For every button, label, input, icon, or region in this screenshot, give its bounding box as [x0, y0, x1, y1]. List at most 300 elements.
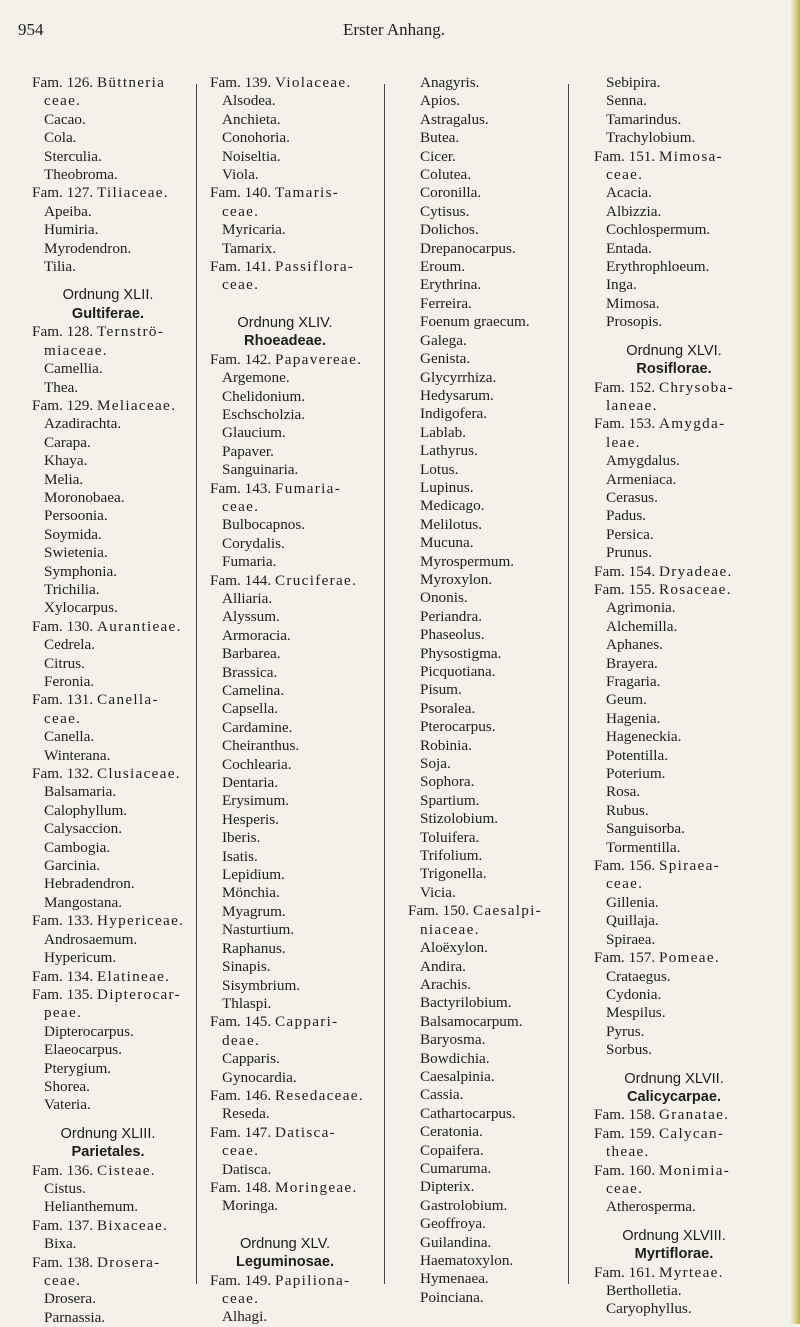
genus-entry: Cassia.	[420, 1086, 464, 1104]
family-name: Büttneria	[96, 74, 166, 91]
genus-entry: Atherosperma.	[606, 1198, 696, 1216]
genus-entry: Helianthemum.	[44, 1198, 139, 1216]
order-heading: Ordnung XLIV.	[237, 314, 333, 331]
order-name: Myrtiflorae.	[634, 1246, 714, 1263]
genus-entry: Glaucium.	[222, 424, 286, 442]
genus-entry: Rosa.	[606, 783, 641, 801]
genus-entry: Aphanes.	[606, 636, 663, 654]
family-name: Elatineae.	[96, 967, 171, 985]
genus-entry: Cumaruma.	[420, 1159, 492, 1177]
genus-entry: Mönchia.	[222, 884, 280, 902]
genus-entry: Brassica.	[222, 663, 278, 681]
genus-entry: Erythrina.	[420, 276, 482, 294]
genus-entry: Pyrus.	[606, 1022, 645, 1040]
page-number: 954	[18, 20, 44, 39]
genus-entry: Eschscholzia.	[222, 405, 306, 423]
genus-entry: Astragalus.	[420, 110, 489, 128]
genus-entry: Potentilla.	[606, 746, 669, 764]
genus-entry: Symphonia.	[44, 562, 117, 580]
order-heading: Ordnung XLVII.	[624, 1070, 724, 1087]
genus-entry: Persoonia.	[44, 507, 108, 525]
genus-entry: Agrimonia.	[606, 599, 676, 617]
genus-entry: Citrus.	[44, 654, 85, 672]
genus-entry: Toluifera.	[420, 828, 480, 846]
genus-entry: Moringa.	[222, 1197, 279, 1215]
family-name: Amygda-	[658, 415, 726, 433]
genus-entry: Winterana.	[44, 746, 111, 764]
genus-entry: Inga.	[606, 276, 637, 294]
family-heading	[32, 1162, 184, 1180]
genus-entry: Hebradendron.	[44, 875, 135, 893]
genus-entry: Colutea.	[420, 166, 472, 184]
genus-entry: Raphanus.	[222, 939, 286, 957]
genus-entry: Cerasus.	[606, 488, 658, 506]
genus-entry: Drosera.	[44, 1290, 96, 1308]
genus-entry: Physostigma.	[420, 644, 502, 662]
family-number: Fam. 149.	[210, 1271, 275, 1289]
genus-entry: Gynocardia.	[222, 1068, 297, 1086]
page-edge	[790, 0, 800, 1324]
genus-entry: Geoffroya.	[420, 1215, 486, 1233]
genus-entry: Armoracia.	[222, 626, 291, 644]
genus-entry: Indigofera.	[420, 405, 488, 423]
family-heading	[32, 691, 184, 709]
genus-entry: Noiseltia.	[222, 147, 281, 165]
genus-entry: Hypericum.	[44, 949, 117, 967]
genus-entry: Dolichos.	[420, 221, 479, 239]
genus-entry: Eroum.	[420, 258, 466, 276]
genus-entry: Caryophyllus.	[606, 1300, 692, 1318]
genus-entry: Cochlospermum.	[606, 221, 711, 239]
family-heading	[594, 1162, 754, 1180]
genus-entry: Cochlearia.	[222, 755, 292, 773]
genus-entry: Erysimum.	[222, 792, 290, 810]
genus-entry: Pterygium.	[44, 1059, 112, 1077]
family-heading	[32, 765, 184, 783]
genus-entry: Calysaccion.	[44, 820, 123, 838]
family-number: Fam. 152.	[594, 378, 659, 396]
genus-entry: Copaifera.	[420, 1141, 484, 1159]
order-name: Rhoeadeae.	[244, 333, 326, 350]
genus-entry: Argemone.	[222, 369, 290, 387]
genus-entry: Myrodendron.	[44, 239, 132, 257]
genus-entry: Senna.	[606, 92, 647, 110]
family-name-continuation: ceae.	[222, 1290, 260, 1307]
genus-entry: Soja.	[420, 755, 451, 773]
genus-entry: Acacia.	[606, 184, 652, 202]
family-name: Monimia-	[658, 1161, 731, 1179]
genus-entry: Vicia.	[420, 883, 456, 901]
column-rule	[196, 84, 197, 1284]
family-number: Fam. 132.	[32, 765, 97, 783]
family-number: Fam. 147.	[210, 1123, 275, 1141]
genus-entry: Trifolium.	[420, 847, 483, 865]
genus-entry: Hageneckia.	[606, 728, 682, 746]
genus-entry: Azadirachta.	[44, 415, 122, 433]
family-heading	[408, 902, 554, 920]
genus-entry: Fumaria.	[222, 553, 277, 571]
family-heading	[210, 480, 360, 498]
family-name: Ternströ-	[96, 323, 165, 341]
genus-entry: Coronilla.	[420, 184, 482, 202]
family-number: Fam. 151.	[594, 147, 659, 165]
order-name: Rosiflorae.	[636, 361, 712, 378]
family-number: Fam. 142.	[210, 350, 275, 368]
genus-entry: Foenum graecum.	[420, 313, 530, 331]
family-name: Resedaceae.	[274, 1086, 364, 1104]
family-number: Fam. 137.	[32, 1216, 97, 1234]
genus-entry: Phaseolus.	[420, 626, 485, 644]
genus-entry: Garcinia.	[44, 857, 101, 875]
genus-entry: Trichilia.	[44, 580, 100, 598]
genus-entry: Humiria.	[44, 221, 99, 239]
genus-entry: Cathartocarpus.	[420, 1104, 516, 1122]
genus-entry: Mucuna.	[420, 534, 474, 552]
genus-entry: Galega.	[420, 331, 467, 349]
genus-entry: Poterium.	[606, 765, 666, 783]
family-name-continuation: theae.	[606, 1143, 650, 1161]
genus-entry: Lotus.	[420, 460, 459, 478]
family-number: Fam. 145.	[210, 1013, 275, 1031]
genus-entry: Drepanocarpus.	[420, 239, 516, 257]
genus-entry: Baryosma.	[420, 1031, 486, 1049]
genus-entry: Cola.	[44, 129, 77, 147]
family-name-continuation: ceae.	[606, 166, 644, 184]
genus-entry: Carapa.	[44, 433, 91, 451]
genus-entry: Gastrolobium.	[420, 1196, 508, 1214]
family-name: Dryadeae.	[658, 562, 733, 580]
genus-entry: Vateria.	[44, 1096, 91, 1114]
family-heading	[594, 148, 754, 166]
family-heading	[210, 572, 360, 590]
genus-entry: Sebipira.	[606, 74, 661, 91]
family-number: Fam. 128.	[32, 323, 97, 341]
family-number: Fam. 140.	[210, 184, 275, 202]
genus-entry: Mespilus.	[606, 1004, 666, 1022]
genus-entry: Cheiranthus.	[222, 737, 300, 755]
genus-entry: Camelina.	[222, 682, 284, 699]
family-heading	[32, 1254, 184, 1272]
genus-entry: Cacao.	[44, 110, 86, 128]
genus-entry: Haematoxylon.	[420, 1252, 514, 1269]
genus-entry: Theobroma.	[44, 166, 118, 184]
genus-entry: Bertholletia.	[606, 1282, 682, 1299]
genus-entry: Sanguinaria.	[222, 461, 299, 479]
genus-entry: Myricaria.	[222, 221, 286, 239]
genus-entry: Myrospermum.	[420, 552, 515, 570]
genus-entry: Amygdalus.	[606, 452, 680, 470]
genus-entry: Tormentilla.	[606, 838, 681, 856]
genus-entry: Lathyrus.	[420, 442, 478, 460]
genus-entry: Reseda.	[222, 1105, 270, 1123]
genus-entry: Thlaspi.	[222, 994, 272, 1012]
family-heading	[594, 949, 754, 967]
genus-entry: Butea.	[420, 129, 460, 147]
family-name: Papavereae.	[274, 350, 363, 368]
family-number: Fam. 135.	[32, 985, 97, 1003]
family-number: Fam. 156.	[594, 857, 659, 875]
genus-entry: Brayera.	[606, 654, 658, 672]
family-name: Rosaceae.	[658, 580, 732, 598]
genus-entry: Tamarix.	[222, 239, 277, 257]
family-number: Fam. 148.	[210, 1178, 275, 1196]
family-heading	[32, 986, 184, 1004]
genus-entry: Andira.	[420, 957, 466, 975]
column-rule	[568, 84, 569, 1284]
family-name: Myrteae.	[658, 1263, 724, 1281]
family-name-continuation: ceae.	[606, 875, 644, 893]
order-name: Leguminosae.	[235, 1254, 335, 1271]
genus-entry: Khaya.	[44, 452, 88, 470]
family-number: Fam. 141.	[210, 258, 275, 276]
family-number: Fam. 143.	[210, 479, 275, 497]
family-heading	[210, 350, 363, 369]
genus-entry: Trigonella.	[420, 865, 487, 883]
genus-entry: Alliaria.	[222, 589, 273, 607]
genus-entry: Calophyllum.	[44, 801, 128, 819]
genus-entry: Albizzia.	[606, 202, 662, 220]
genus-entry: Prosopis.	[606, 313, 663, 331]
genus-entry: Chelidonium.	[222, 387, 306, 405]
genus-entry: Robinia.	[420, 736, 472, 754]
family-name: Chrysoba-	[658, 378, 734, 396]
genus-entry: Balsamocarpum.	[420, 1012, 523, 1030]
genus-entry: Spartium.	[420, 791, 480, 809]
genus-entry: Cedrela.	[44, 636, 96, 654]
genus-entry: Cicer.	[420, 147, 456, 165]
family-number: Fam. 159.	[594, 1124, 659, 1142]
family-name-continuation: deae.	[222, 1031, 261, 1049]
genus-entry: Melia.	[44, 470, 84, 488]
family-name: Cruciferae.	[274, 571, 358, 589]
family-name: Cappari-	[274, 1013, 339, 1031]
order-name: Parietales.	[71, 1144, 145, 1161]
family-heading	[594, 1264, 754, 1282]
family-name: Cisteae.	[96, 1161, 156, 1179]
spacer	[210, 295, 360, 304]
genus-entry: Thea.	[44, 378, 79, 396]
genus-entry: Prunus.	[606, 544, 652, 562]
genus-entry: Tilia.	[44, 258, 76, 276]
genus-entry: Alhagi.	[222, 1308, 268, 1326]
genus-entry: Entada.	[606, 239, 652, 257]
genus-entry: Soymida.	[44, 525, 102, 543]
family-number: Fam. 136.	[32, 1161, 97, 1179]
family-name-continuation: peae.	[44, 1004, 83, 1022]
family-heading	[210, 74, 360, 92]
genus-entry: Stizolobium.	[420, 810, 499, 828]
family-number: Fam. 129.	[32, 396, 97, 414]
genus-entry: Glycyrrhiza.	[420, 368, 497, 386]
family-name: Bixaceae.	[96, 1216, 169, 1234]
genus-entry: Lupinus.	[420, 478, 474, 496]
column-rule	[384, 84, 385, 1284]
family-name: Meliaceae.	[96, 396, 177, 414]
family-number: Fam. 157.	[594, 949, 659, 967]
family-name: Aurantieae.	[96, 617, 182, 635]
genus-entry: Quillaja.	[606, 912, 659, 930]
page-header	[18, 20, 770, 46]
genus-entry: Cistus.	[44, 1179, 86, 1197]
genus-entry: Capparis.	[222, 1050, 280, 1068]
genus-entry: Spiraea.	[606, 930, 656, 948]
genus-entry: Pterocarpus.	[420, 718, 496, 736]
genus-entry: Geum.	[606, 691, 647, 709]
family-heading	[210, 1179, 360, 1197]
order-heading: Ordnung XLII.	[62, 287, 154, 304]
family-number: Fam. 144.	[210, 571, 275, 589]
genus-entry: Persica.	[606, 525, 654, 543]
order-heading: Ordnung XLVI.	[626, 342, 722, 359]
family-heading	[594, 1125, 754, 1143]
genus-entry: Nasturtium.	[222, 921, 295, 939]
genus-entry: Caesalpinia.	[420, 1067, 495, 1085]
genus-entry: Anchieta.	[222, 110, 281, 128]
genus-entry: Barbarea.	[222, 645, 281, 663]
family-heading	[594, 581, 754, 599]
family-number: Fam. 150.	[408, 902, 473, 920]
genus-entry: Sisymbrium.	[222, 976, 301, 994]
genus-entry: Dipterocarpus.	[44, 1022, 134, 1040]
family-name-continuation: laneae.	[606, 396, 658, 414]
family-number: Fam. 138.	[32, 1253, 97, 1271]
genus-entry: Rubus.	[606, 801, 649, 819]
genus-entry: Dipterix.	[420, 1178, 475, 1196]
genus-entry: Sanguisorba.	[606, 820, 685, 838]
family-name-continuation: miaceae.	[44, 341, 108, 359]
family-name: Moringeae.	[274, 1178, 358, 1196]
spacer	[210, 1216, 360, 1225]
family-name: Passiflora-	[274, 258, 355, 276]
genus-entry: Picquotiana.	[420, 663, 496, 680]
genus-entry: Lablab.	[420, 423, 466, 441]
genus-entry: Myroxylon.	[420, 570, 493, 588]
family-heading	[594, 563, 754, 581]
family-heading	[594, 857, 754, 875]
genus-entry: Psoralea.	[420, 699, 476, 717]
family-name-continuation: ceae.	[222, 497, 260, 515]
genus-entry: Apeiba.	[44, 202, 92, 220]
family-name-continuation: ceae.	[222, 276, 260, 294]
family-heading	[210, 1124, 360, 1142]
genus-entry: Trachylobium.	[606, 129, 696, 147]
family-number: Fam. 158.	[594, 1106, 659, 1124]
family-name: Pomeae.	[658, 949, 720, 967]
genus-entry: Alyssum.	[222, 608, 280, 626]
family-heading	[32, 323, 184, 341]
genus-entry: Elaeocarpus.	[44, 1041, 123, 1059]
genus-entry: Aloëxylon.	[420, 939, 488, 957]
genus-entry: Hesperis.	[222, 810, 279, 828]
family-number: Fam. 130.	[32, 617, 97, 635]
genus-entry: Balsamaria.	[44, 783, 117, 801]
genus-entry: Poinciana.	[420, 1288, 484, 1306]
family-number: Fam. 127.	[32, 184, 97, 202]
family-heading	[32, 618, 184, 636]
genus-entry: Tamarindus.	[606, 110, 682, 128]
genus-entry: Armeniaca.	[606, 470, 677, 488]
genus-entry: Sinapis.	[222, 958, 271, 976]
genus-entry: Sophora.	[420, 773, 475, 791]
genus-entry: Padus.	[606, 507, 647, 525]
family-heading	[594, 379, 754, 397]
genus-entry: Crataegus.	[606, 967, 671, 985]
text-column-4	[594, 74, 754, 1319]
genus-entry: Isatis.	[222, 847, 258, 865]
family-name: Fumaria-	[274, 479, 342, 497]
family-name-continuation: ceae.	[606, 1179, 644, 1197]
family-heading	[210, 1086, 364, 1105]
genus-entry: Mangostana.	[44, 893, 123, 911]
genus-entry: Ononis.	[420, 589, 468, 607]
genus-entry: Corydalis.	[222, 534, 285, 552]
family-number: Fam. 139.	[210, 74, 275, 91]
family-name: Spiraea-	[658, 857, 720, 875]
genus-entry: Parnassia.	[44, 1308, 106, 1326]
genus-entry: Dentaria.	[222, 774, 279, 792]
family-name-continuation: ceae.	[222, 202, 260, 220]
genus-entry: Datisca.	[222, 1160, 272, 1178]
genus-entry: Bowdichia.	[420, 1049, 490, 1067]
family-heading	[594, 415, 754, 433]
family-name: Canella-	[96, 691, 159, 709]
genus-entry: Ferreira.	[420, 294, 472, 312]
running-title: Erster Anhang.	[343, 20, 445, 39]
genus-entry: Androsaemum.	[44, 930, 138, 948]
genus-entry: Conohoria.	[222, 129, 290, 147]
family-number: Fam. 153.	[594, 415, 659, 433]
family-name: Dipterocar-	[96, 985, 181, 1003]
genus-entry: Pisum.	[420, 681, 462, 699]
genus-entry: Bactyrilobium.	[420, 994, 512, 1012]
family-number: Fam. 154.	[594, 562, 659, 580]
order-heading: Ordnung XLVIII.	[622, 1227, 726, 1244]
genus-entry: Fragaria.	[606, 673, 661, 690]
family-name: Calycan-	[658, 1124, 725, 1142]
genus-entry: Alchemilla.	[606, 617, 678, 635]
family-name: Violaceae.	[274, 74, 352, 91]
genus-entry: Cytisus.	[420, 202, 470, 220]
family-name: Hypericeae.	[96, 912, 185, 930]
order-heading: Ordnung XLIII.	[60, 1125, 156, 1142]
family-name: Datisca-	[274, 1123, 336, 1141]
genus-entry: Moronobaea.	[44, 488, 125, 506]
genus-entry: Xylocarpus.	[44, 599, 118, 617]
genus-entry: Periandra.	[420, 607, 482, 625]
family-heading	[210, 1013, 360, 1031]
family-heading	[32, 1217, 184, 1235]
family-name: Mimosa-	[658, 147, 723, 165]
family-heading	[32, 74, 184, 92]
family-name-continuation: leae.	[606, 433, 641, 451]
genus-entry: Apios.	[420, 92, 461, 110]
genus-entry: Arachis.	[420, 975, 472, 993]
family-name-continuation: ceae.	[44, 92, 82, 110]
family-heading	[594, 1106, 754, 1124]
genus-entry: Cambogia.	[44, 838, 111, 856]
genus-entry: Cardamine.	[222, 718, 293, 736]
genus-entry: Shorea.	[44, 1077, 90, 1095]
genus-entry: Hedysarum.	[420, 386, 494, 404]
family-name: Tamaris-	[274, 184, 340, 202]
genus-entry: Lepidium.	[222, 866, 285, 884]
text-column-1	[32, 74, 184, 1327]
genus-entry: Melilotus.	[420, 515, 483, 533]
genus-entry: Ceratonia.	[420, 1123, 483, 1141]
genus-entry: Canella.	[44, 728, 95, 746]
family-number: Fam. 146.	[210, 1086, 275, 1104]
family-heading	[32, 912, 184, 930]
